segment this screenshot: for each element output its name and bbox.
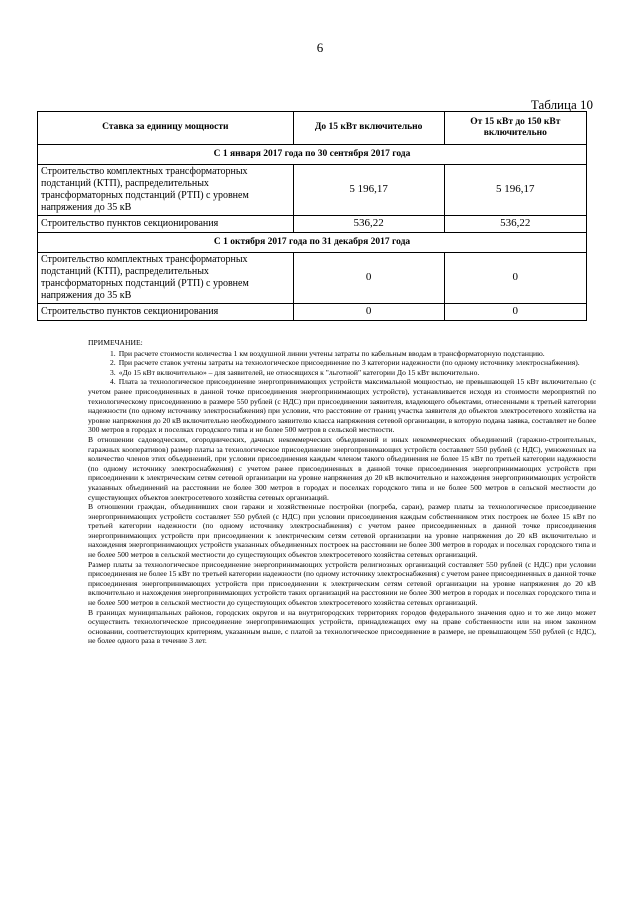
note-number: 3. (110, 367, 116, 377)
section-title: С 1 января 2017 года по 30 сентября 2017 года (38, 145, 587, 165)
header-up-to-15kw: До 15 кВт включительно (293, 112, 444, 145)
note-number: 4. (110, 377, 116, 387)
note-paragraph: В отношении садоводческих, огороднических, дачных некоммерческих объединений и иных некоммерческих объединений (гаражно-строительных, гаражных кооперативов) размер платы за технологическое присоединение энергопринимающих устройств составляет 550 рублей (с НДС), умноженных на количество членов этих объединений, при условии присоединения каждым членом такого объединения не более 15 кВт по третьей категории надежности (по одному источнику электроснабжения) с учетом ранее присоединенных в данной точке присоединения энергопринимающих устройств при присоединении к электрическим сетям сетевой организации на уровне напряжения до 20 кВ включительно и нахождения энергопринимающих устройств указанных объединений на расстоянии не более 300 метров в городах и поселках городского типа и не более 500 метров в сельской местности до существующих объектов электросетевого хозяйства сетевых организаций. (88, 434, 596, 502)
note-item (88, 358, 596, 368)
note-text: При расчете стоимости количества 1 км воздушной линии учтены затраты по кабельным вводам в трансформаторную подстанцию. (118, 348, 545, 358)
note-number: 1. (110, 348, 116, 358)
row-value-15-to-150kw: 0 (444, 304, 586, 321)
row-value-15-to-150kw: 0 (444, 253, 586, 304)
row-value-up-to-15kw: 0 (293, 304, 444, 321)
table-header-row (38, 112, 587, 145)
header-15-to-150kw: От 15 кВт до 150 кВт включительно (444, 112, 586, 145)
note-item (88, 377, 596, 435)
section-row (38, 233, 587, 253)
notes-heading: ПРИМЕЧАНИЕ: (88, 338, 143, 347)
note-item (88, 349, 596, 359)
note-number: 2. (110, 358, 116, 368)
section-title: С 1 октября 2017 года по 31 декабря 2017 года (38, 233, 587, 253)
row-name: Строительство пунктов секционирования (38, 216, 294, 233)
table-row (38, 304, 587, 321)
row-value-15-to-150kw: 5 196,17 (444, 165, 586, 216)
table-row (38, 253, 587, 304)
row-value-up-to-15kw: 5 196,17 (293, 165, 444, 216)
row-value-up-to-15kw: 536,22 (293, 216, 444, 233)
row-name: Строительство комплектных трансформаторных подстанций (КТП), распределительных трансформаторных подстанций (РТП) с уровнем напряжения до 35 кВ (38, 165, 294, 216)
note-text: Плата за технологическое присоединение энергопринимающих устройств максимальной мощностью, не превышающей 15 кВт включительно (с учетом ранее присоединенных в данной точке присоединения энергопринимающих устройств), устанавливается исходя из стоимости мероприятий по технологическому присоединению в размере 550 рублей (с НДС) при присоединении заявителя, владеющего объектами, отнесенными к третьей категории надежности (по одному источнику электроснабжения) при условии, что расстояние от границ участка заявителя до объектов электросетевого хозяйства на уровне напряжения до 20 кВ включительно необходимого заявителю класса напряжения сетевой организации, в которую подана заявка, составляет не более 300 метров в городах и поселках городского типа и не более 500 метров в сельской местности. (88, 377, 596, 435)
note-text: «До 15 кВт включительно» – для заявителей, не относящихся к "льготной" категории До 15 кВт включительно. (118, 367, 480, 377)
header-rate-per-unit: Ставка за единицу мощности (38, 112, 294, 145)
row-value-up-to-15kw: 0 (293, 253, 444, 304)
table-row (38, 216, 587, 233)
row-name: Строительство комплектных трансформаторных подстанций (КТП), распределительных трансформаторных подстанций (РТП) с уровнем напряжения до 35 кВ (38, 253, 294, 304)
row-name: Строительство пунктов секционирования (38, 304, 294, 321)
section-row (38, 145, 587, 165)
rates-table (37, 111, 587, 321)
table-caption: Таблица 10 (530, 97, 593, 112)
note-item (88, 368, 596, 378)
row-value-15-to-150kw: 536,22 (444, 216, 586, 233)
page-number: 6 (316, 40, 324, 55)
note-paragraph: Размер платы за технологическое присоединение энергопринимающих устройств религиозных организаций составляет 550 рублей (с НДС) при условии присоединения не более 15 кВт по третьей категории надежности (по одному источнику электроснабжения) с учетом ранее присоединенных в данной точке присоединения энергопринимающих устройств при присоединении к электрическим сетям сетевой организации на уровне напряжения до 20 кВ включительно и нахождения энергопринимающих устройств таких организаций на расстоянии не более 300 метров в городах и поселках городского типа и не более 500 метров в сельской местности до существующих объектов электросетевого хозяйства сетевых организаций. (88, 559, 596, 608)
table-row (38, 165, 587, 216)
note-paragraph: В отношении граждан, объединивших свои гаражи и хозяйственные постройки (погреба, сараи), размер платы за технологическое присоединение энергопринимающих устройств составляет 550 рублей (с НДС) при условии присоединения каждым собственником этих построек не более 15 кВт по третьей категории надежности (по одному источнику электроснабжения) с учетом ранее присоединенных в данной точке присоединения энергопринимающих устройств при присоединении к электрическим сетям сетевой организации на уровне напряжения до 20 кВ включительно и нахождения энергопринимающих устройств указанных объединенных построек на расстоянии не более 300 метров в городах и поселках городского типа и не более 500 метров в сельской местности до существующих объектов электросетевого хозяйства сетевых организаций. (88, 502, 596, 560)
note-text: При расчете ставок учтены затраты на технологическое присоединение по 3 категории надежности (по одному источнику электроснабжения). (118, 358, 580, 368)
notes-block (88, 338, 596, 646)
note-paragraph: В границах муниципальных районов, городских округов и на внутригородских территориях городов федерального значения одно и то же лицо может осуществить технологическое присоединение энергопринимающих устройств, принадлежащих ему на праве собственности или на ином законном основании, соответствующих критериям, указанным выше, с платой за технологическое присоединение в размере, не превышающем 550 рублей (с НДС), не более одного раза в течение 3 лет. (88, 607, 596, 646)
